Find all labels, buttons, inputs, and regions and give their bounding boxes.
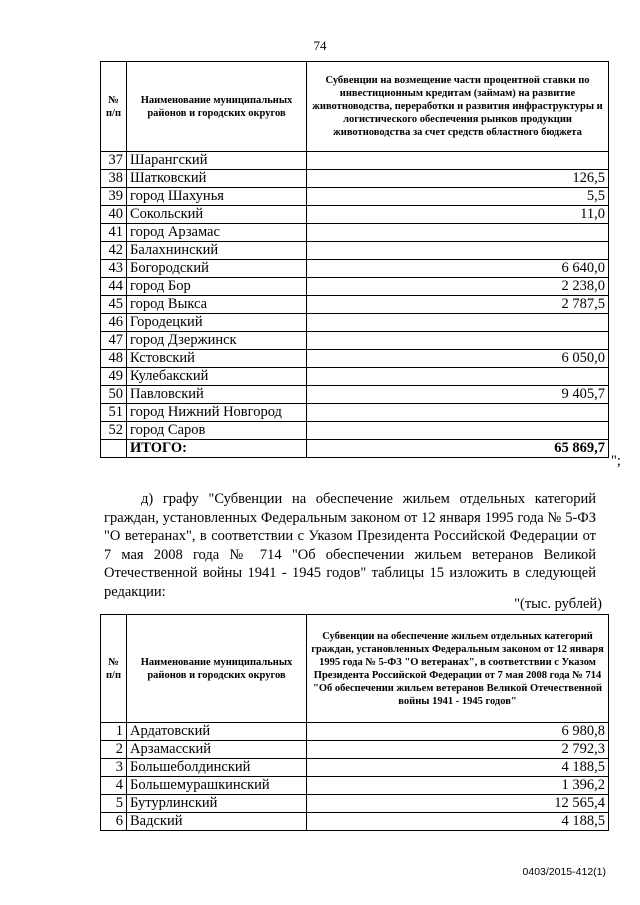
subsidy-value — [307, 224, 609, 242]
row-number: 44 — [101, 278, 127, 296]
table-row — [101, 188, 609, 206]
table-row — [101, 813, 609, 831]
row-number: 40 — [101, 206, 127, 224]
municipality-name: Вадский — [127, 813, 307, 831]
table-row — [101, 314, 609, 332]
subsidy-value: 12 565,4 — [307, 795, 609, 813]
subsidy-value — [307, 152, 609, 170]
municipality-name: Бутурлинский — [127, 795, 307, 813]
subsidy-value: 4 188,5 — [307, 759, 609, 777]
row-number: 52 — [101, 422, 127, 440]
subsidy-value: 6 050,0 — [307, 350, 609, 368]
column-header-municipality: Наименование муниципальных районов и городских округов — [127, 62, 307, 152]
agriculture-subsidy-table — [100, 61, 609, 458]
municipality-name: Богородский — [127, 260, 307, 278]
column-header-number: № п/п — [101, 615, 127, 723]
municipality-name: Сокольский — [127, 206, 307, 224]
row-number: 47 — [101, 332, 127, 350]
municipality-name: Арзамасский — [127, 741, 307, 759]
subsidy-value — [307, 404, 609, 422]
table-row — [101, 152, 609, 170]
table-row — [101, 260, 609, 278]
row-number: 38 — [101, 170, 127, 188]
veteran-housing-subsidy-table — [100, 614, 609, 831]
municipality-name: Ардатовский — [127, 723, 307, 741]
municipality-name: Шарангский — [127, 152, 307, 170]
row-number: 4 — [101, 777, 127, 795]
row-number: 48 — [101, 350, 127, 368]
subsidy-value — [307, 242, 609, 260]
table-row — [101, 242, 609, 260]
document-code: 0403/2015-412(1) — [522, 866, 606, 878]
total-value: 65 869,7 — [307, 440, 609, 458]
table-row — [101, 422, 609, 440]
column-header-municipality: Наименование муниципальных районов и городских округов — [127, 615, 307, 723]
row-number: 1 — [101, 723, 127, 741]
table-row — [101, 741, 609, 759]
row-number: 2 — [101, 741, 127, 759]
closing-quote-mark: "; — [611, 453, 621, 469]
total-label: ИТОГО: — [127, 440, 307, 458]
municipality-name: Кулебакский — [127, 368, 307, 386]
subsidy-value: 126,5 — [307, 170, 609, 188]
table-row — [101, 777, 609, 795]
subsidy-value — [307, 332, 609, 350]
subsidy-value: 2 238,0 — [307, 278, 609, 296]
amendment-paragraph: д) графу "Субвенции на обеспечение жильем отдельных категорий граждан, установленных Федеральным законом от 12 января 1995 года № 5-ФЗ "О ветеранах", в соответствии с Указом Президента Российской Федерации от 7 мая 2008 года № 714 "Об обеспечении жильем ветеранов Великой Отечественной войны 1941 - 1945 годов" таблицы 15 изложить в следующей редакции: — [104, 491, 596, 600]
row-number: 41 — [101, 224, 127, 242]
subsidy-value: 5,5 — [307, 188, 609, 206]
row-number: 45 — [101, 296, 127, 314]
subsidy-value: 2 787,5 — [307, 296, 609, 314]
table-row — [101, 278, 609, 296]
subsidy-value — [307, 422, 609, 440]
subsidy-value — [307, 368, 609, 386]
municipality-name: Кстовский — [127, 350, 307, 368]
table-row — [101, 368, 609, 386]
row-number: 37 — [101, 152, 127, 170]
row-number: 39 — [101, 188, 127, 206]
table-row — [101, 296, 609, 314]
subsidy-value: 9 405,7 — [307, 386, 609, 404]
municipality-name: Шатковский — [127, 170, 307, 188]
total-row — [101, 440, 609, 458]
table-row — [101, 332, 609, 350]
municipality-name: город Саров — [127, 422, 307, 440]
subsidy-value: 6 980,8 — [307, 723, 609, 741]
subsidy-value: 2 792,3 — [307, 741, 609, 759]
table-row — [101, 224, 609, 242]
table-row — [101, 759, 609, 777]
total-row-number — [101, 440, 127, 458]
subsidy-value — [307, 314, 609, 332]
row-number: 50 — [101, 386, 127, 404]
page-number: 74 — [313, 38, 327, 53]
municipality-name: Балахнинский — [127, 242, 307, 260]
table-row — [101, 170, 609, 188]
municipality-name: Городецкий — [127, 314, 307, 332]
table-row — [101, 795, 609, 813]
municipality-name: город Арзамас — [127, 224, 307, 242]
unit-label: "(тыс. рублей) — [514, 596, 602, 612]
row-number: 5 — [101, 795, 127, 813]
row-number: 43 — [101, 260, 127, 278]
row-number: 6 — [101, 813, 127, 831]
municipality-name: город Нижний Новгород — [127, 404, 307, 422]
subsidy-value: 1 396,2 — [307, 777, 609, 795]
subsidy-value: 11,0 — [307, 206, 609, 224]
table-row — [101, 386, 609, 404]
municipality-name: город Бор — [127, 278, 307, 296]
subsidy-value: 6 640,0 — [307, 260, 609, 278]
municipality-name: Большемурашкинский — [127, 777, 307, 795]
table-row — [101, 350, 609, 368]
row-number: 42 — [101, 242, 127, 260]
table-row — [101, 404, 609, 422]
municipality-name: город Выкса — [127, 296, 307, 314]
column-header-subsidy: Субвенции на возмещение части процентной ставки по инвестиционным кредитам (займам) на развитие животноводства, переработки и развития инфраструктуры и логистического обеспечения рынков продукции животноводства за счет средств областного бюджета — [307, 62, 609, 152]
row-number: 3 — [101, 759, 127, 777]
row-number: 49 — [101, 368, 127, 386]
municipality-name: город Дзержинск — [127, 332, 307, 350]
municipality-name: Павловский — [127, 386, 307, 404]
table-row — [101, 206, 609, 224]
subsidy-value: 4 188,5 — [307, 813, 609, 831]
table-row — [101, 723, 609, 741]
municipality-name: город Шахунья — [127, 188, 307, 206]
column-header-subsidy: Субвенции на обеспечение жильем отдельных категорий граждан, установленных Федеральным законом от 12 января 1995 года № 5-ФЗ "О ветеранах", в соответствии с Указом Президента Российской Федерации от 7 мая 2008 года № 714 "Об обеспечении жильем ветеранов Великой Отечественной войны 1941 - 1945 годов" — [307, 615, 609, 723]
column-header-number: № п/п — [101, 62, 127, 152]
row-number: 46 — [101, 314, 127, 332]
municipality-name: Большеболдинский — [127, 759, 307, 777]
row-number: 51 — [101, 404, 127, 422]
